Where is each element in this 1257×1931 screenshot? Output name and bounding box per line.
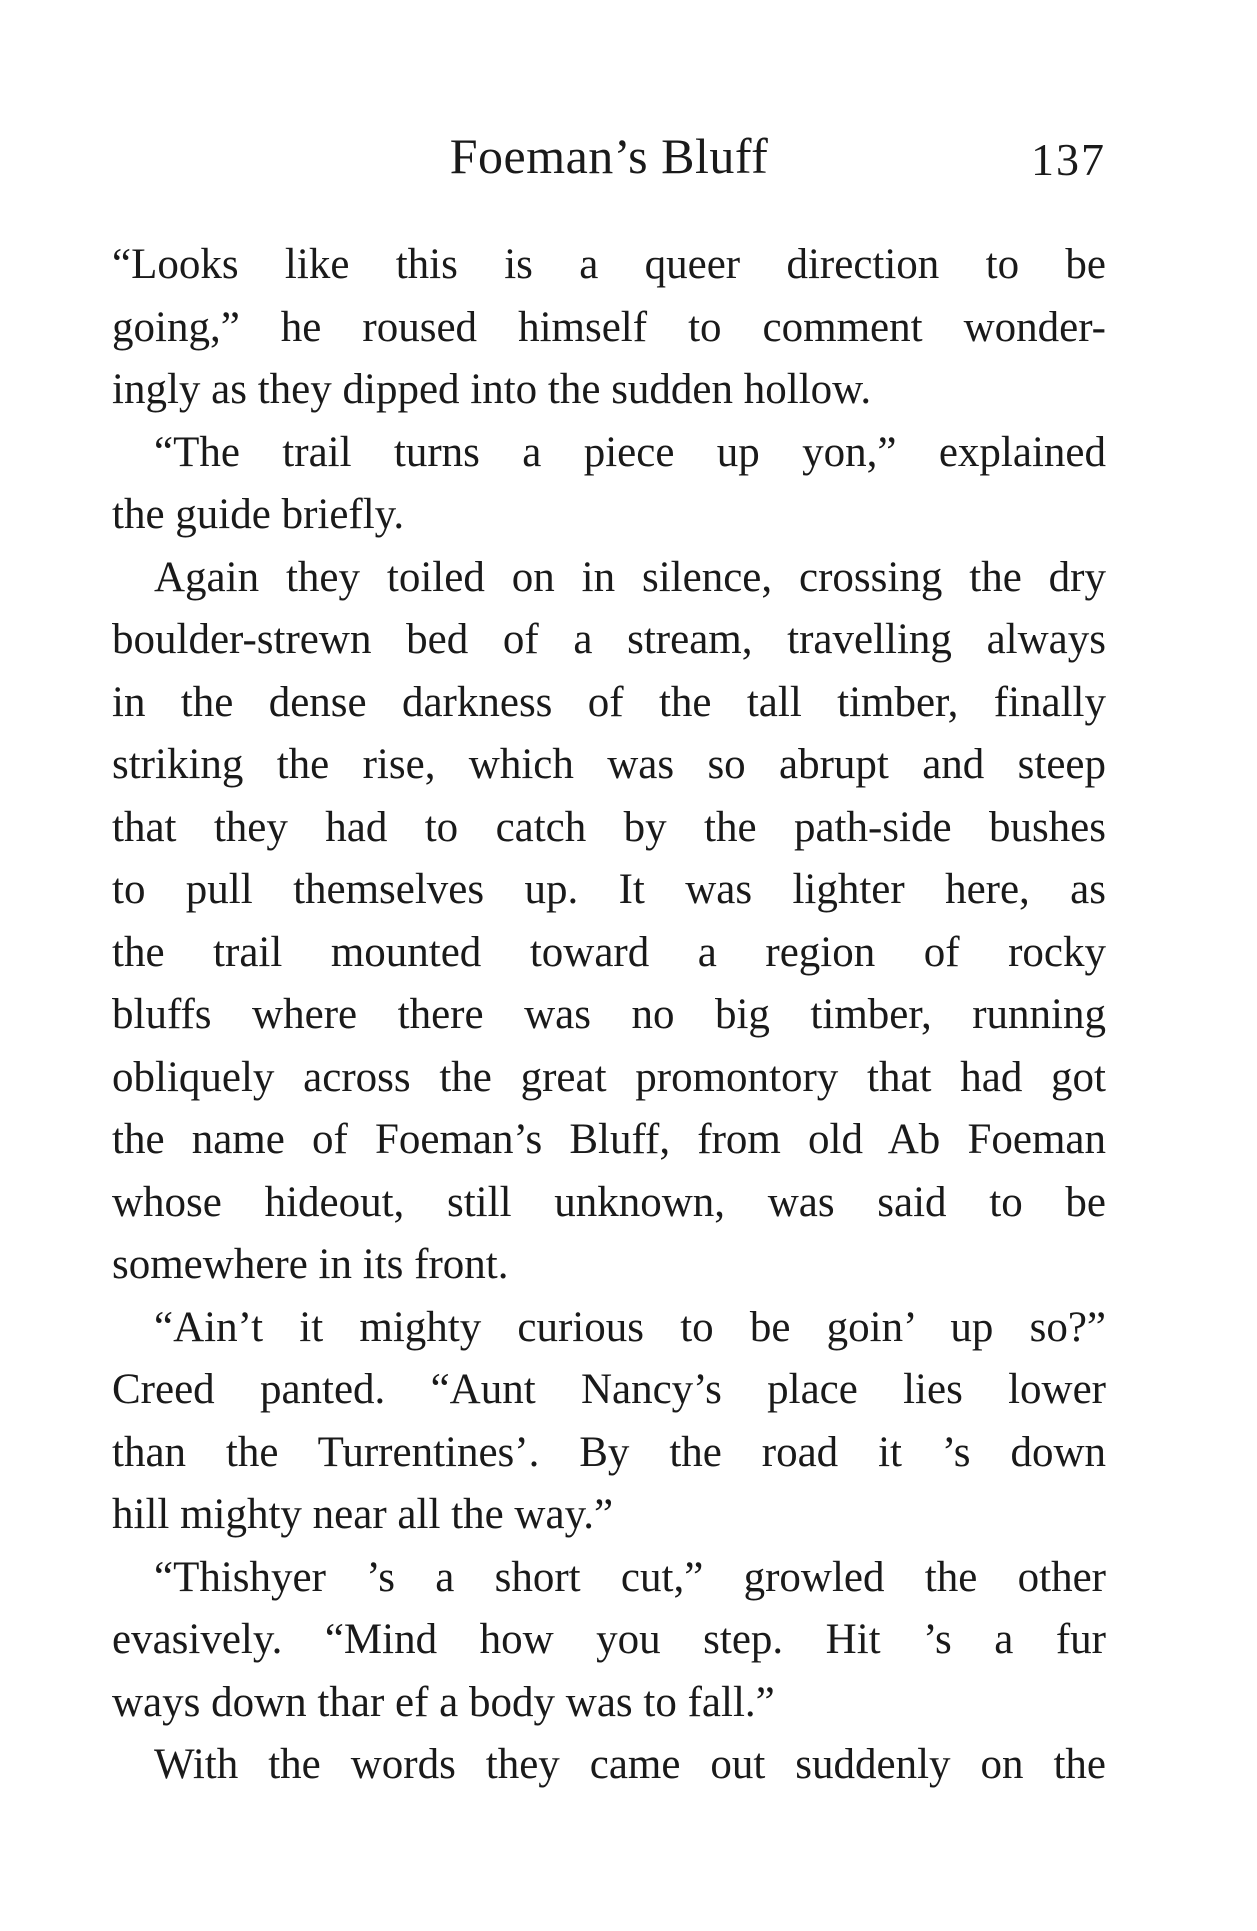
text-line: to pull themselves up. It was lighter here, as (112, 866, 1106, 913)
text-line: going,” he roused himself to comment wonder- (112, 303, 1106, 351)
text-line: “Looks like this is a queer direction to be (112, 241, 1106, 288)
text-line: “Ain’t it mighty curious to be goin’ up so?” (154, 1303, 1106, 1351)
text-line: that they had to catch by the path-side bushes (112, 803, 1106, 851)
text-line: “The trail turns a piece up yon,” explained (154, 428, 1106, 476)
text-line: the guide briefly. (112, 491, 405, 538)
text-line: the trail mounted toward a region of rocky (112, 928, 1106, 976)
running-title: Foeman’s Bluff (449, 128, 769, 184)
text-line: striking the rise, which was so abrupt and steep (112, 741, 1106, 788)
text-line: boulder-strewn bed of a stream, travelling always (112, 616, 1106, 663)
text-line: evasively. “Mind how you step. Hit ’s a fur (112, 1616, 1106, 1663)
body-text (112, 234, 1106, 1797)
text-line: ingly as they dipped into the sudden hollow. (112, 366, 872, 413)
text-line: the name of Foeman’s Bluff, from old Ab Foeman (112, 1116, 1106, 1163)
text-line: Again they toiled on in silence, crossing the dry (154, 553, 1106, 601)
text-line: in the dense darkness of the tall timber, finally (112, 678, 1106, 726)
page-header (112, 126, 1106, 186)
text-line: “Thishyer ’s a short cut,” growled the other (154, 1553, 1106, 1601)
text-line: obliquely across the great promontory that had got (112, 1053, 1106, 1101)
text-line: somewhere in its front. (112, 1241, 509, 1288)
page-number: 137 (1031, 134, 1106, 185)
text-line: than the Turrentines’. By the road it ’s down (112, 1428, 1106, 1476)
text-line: ways down thar ef a body was to fall.” (112, 1678, 775, 1726)
text-line: Creed panted. “Aunt Nancy’s place lies lower (112, 1366, 1106, 1413)
text-line: With the words they came out suddenly on the (154, 1741, 1106, 1788)
text-line: whose hideout, still unknown, was said to be (112, 1178, 1106, 1226)
text-line: bluffs where there was no big timber, running (112, 991, 1106, 1038)
text-line: hill mighty near all the way.” (112, 1491, 614, 1538)
